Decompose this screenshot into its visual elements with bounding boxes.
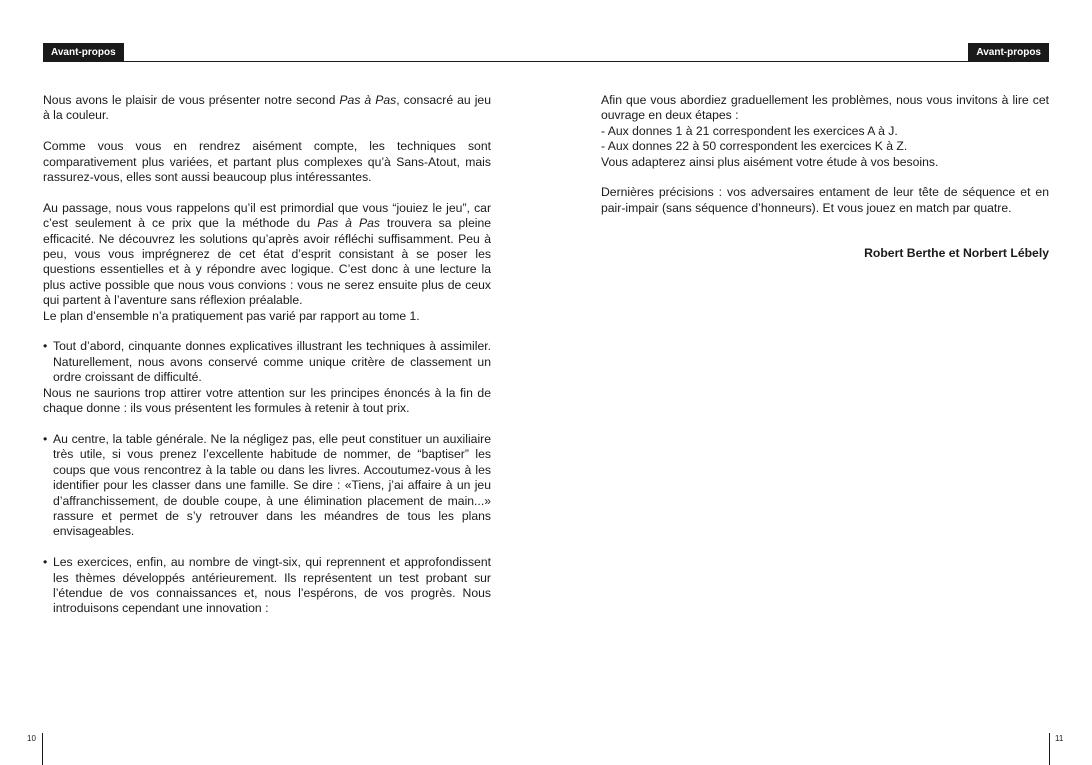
book-title: Pas à Pas [339,93,397,107]
stage-line-3: Vous adapterez ainsi plus aisément votre étude à vos besoins. [601,154,939,169]
right-page-body [601,93,1049,274]
final-notes-paragraph: Dernières précisions : vos adversaires entament de leur tête de séquence et en pair-impair (sans séquence d’honneurs). Et vous jouez en match par quatre. [601,185,1049,215]
method-text-b: trouvera sa pleine efficacité. Ne découvrez les solutions qu’après avoir réfléchi suffisamment. Peu à peu, vous vous imprégnerez de cet état d’esprit consistant à se poser les questions essentielles et à y répondre avec logique. C’est donc à une lecture la plus active possible que nous vous convions : vous ne serez ensuite plus de ceux qui partent à l’aventure sans réflexion préalable. [43,216,491,308]
authors-signature: Robert Berthe et Norbert Lébely [864,246,1049,261]
page-number-left: 10 [27,734,36,743]
bullet-exercices: • Les exercices, enfin, au nombre de vingt-six, qui reprennent et approfondissent les thèmes développés antérieurement. Ils représentent un test probant sur l’étendue de vos connaissances et, nous l’espérons, de vos progrès. Nous introduisons cependant une innovation : [43,555,491,617]
stage-line-2: - Aux donnes 22 à 50 correspondent les exercices K à Z. [601,139,908,154]
bullet-table: • Au centre, la table générale. Ne la négligez pas, elle peut constituer un auxiliaire très utile, si vous prenez l’excellente habitude de nommer, de “baptiser” les coups que vous rencontrez à la table ou dans les livres. Accoutumez-vous à les identifier pour les classer dans une famille. Se dire : «Tiens, j’ai affaire à un jeu d’affranchissement, de double coupe, à une élimination placement de main...» rassure et permet de s’y retrouver dans les méandres de tous les plans envisageables. [43,432,491,540]
stages-paragraph: Afin que vous abordiez graduellement les problèmes, nous vous invitons à lire cet ouvrage en deux étapes : [601,93,1049,123]
left-page-body [43,93,491,617]
footer-rule-right [1049,733,1050,765]
bullet-donnes: • Tout d’abord, cinquante donnes explicatives illustrant les techniques à assimiler. Naturellement, nous avons conservé comme unique critère de classement un ordre croissant de difficulté. [43,339,491,385]
header-rule [43,61,1049,62]
stage-line-1: - Aux donnes 1 à 21 correspondent les exercices A à J. [601,123,898,138]
techniques-paragraph: Comme vous vous en rendrez aisément compte, les techniques sont comparativement plus variées, et partant plus complexes qu’à Sans-Atout, mais rassurez-vous, elles sont aussi beaucoup plus intéressantes. [43,139,491,185]
intro-text-a: Nous avons le plaisir de vous présenter notre second [43,93,340,107]
principles-paragraph: Nous ne saurions trop attirer votre attention sur les principes énoncés à la fin de chaque donne : ils vous présentent les formules à retenir à tout prix. [43,385,491,416]
section-header-right: Avant-propos [968,43,1049,62]
section-header-left: Avant-propos [43,43,124,62]
intro-text-b: , consacré au jeu à la couleur. [43,93,491,123]
footer-rule-left [42,733,43,765]
method-text-a: Au passage, nous vous rappelons qu’il est primordial que vous “jouiez le jeu”, car c’est seulement à ce prix que la méthode du [43,200,491,231]
method-title: Pas à Pas [317,216,380,231]
method-paragraph [43,201,491,309]
intro-paragraph [43,93,491,124]
plan-paragraph: Le plan d’ensemble n’a pratiquement pas varié par rapport au tome 1. [43,308,420,323]
page-number-right: 11 [1055,734,1064,743]
